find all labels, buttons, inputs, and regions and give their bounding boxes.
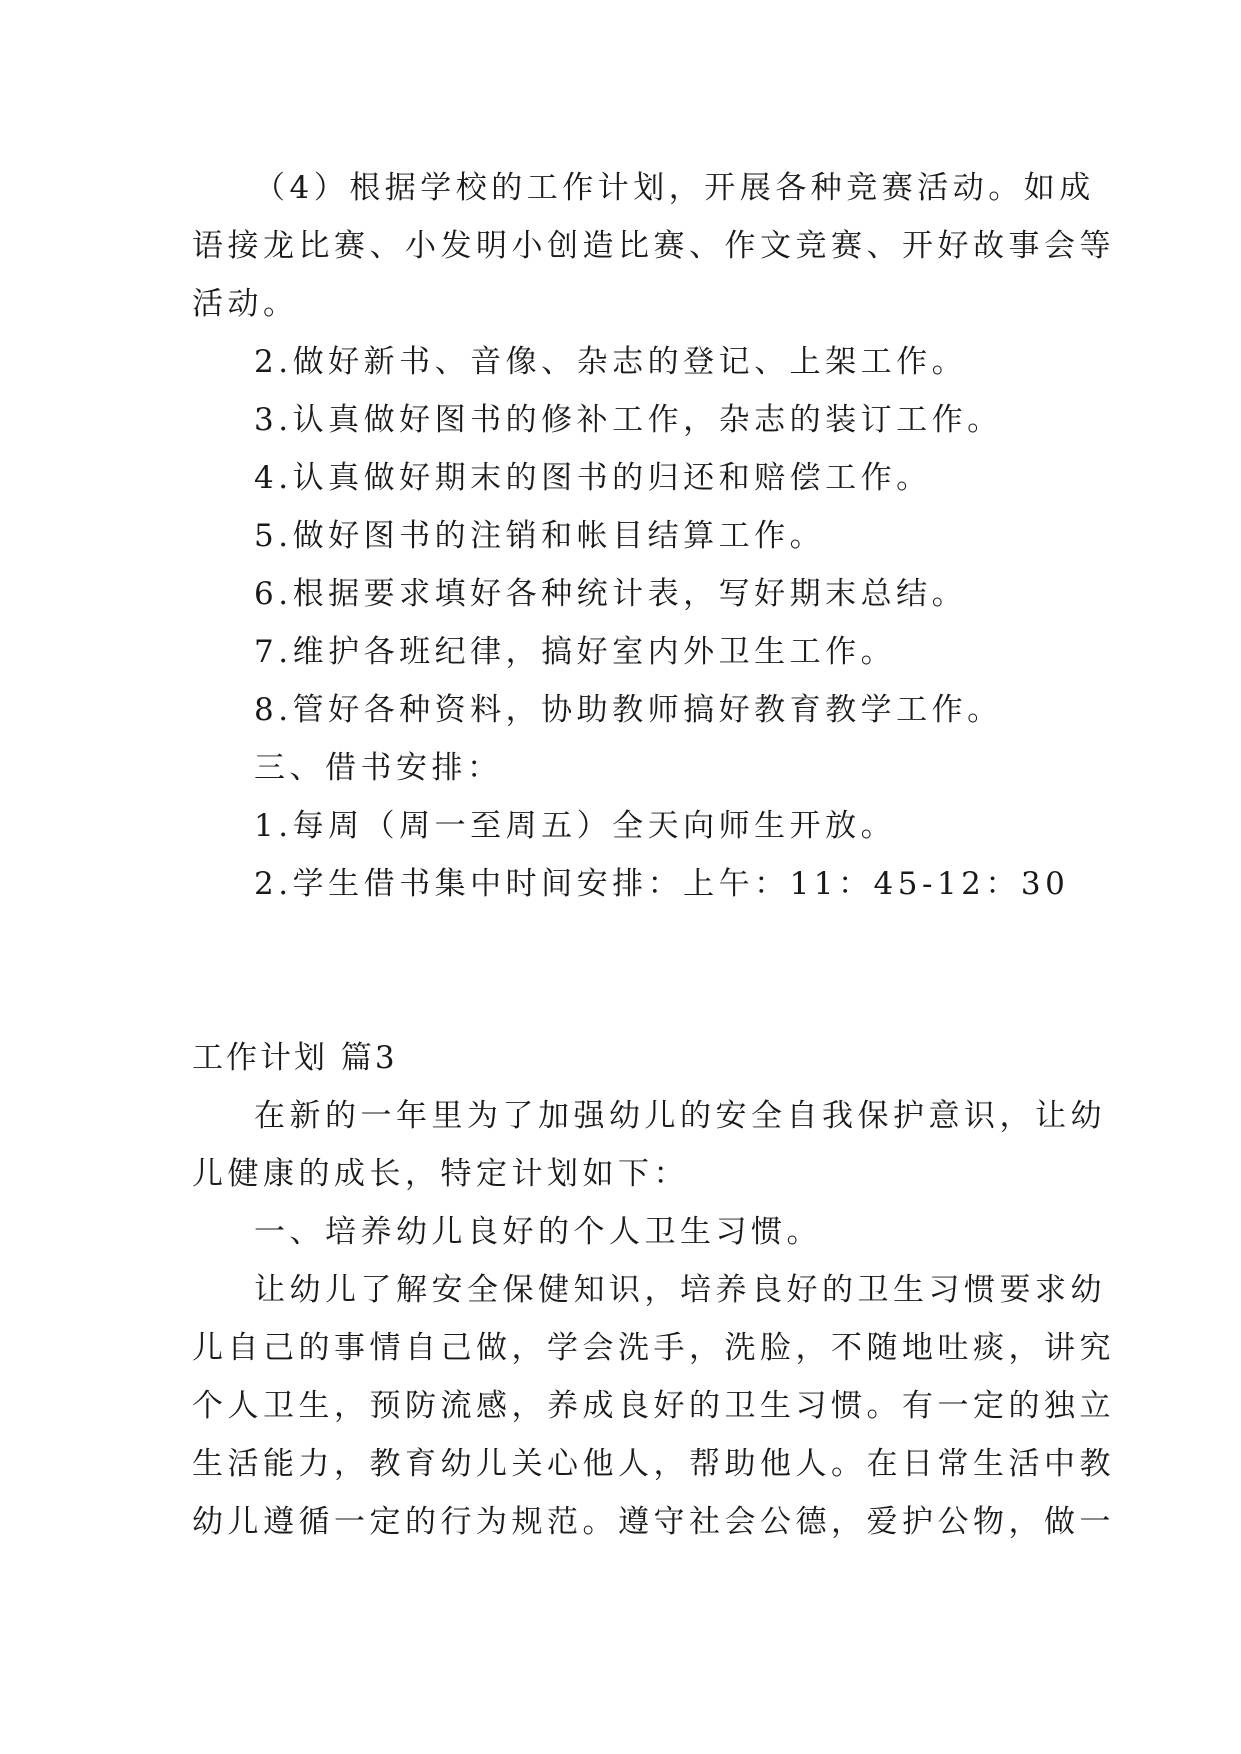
intro-line-2: 儿健康的成长，特定计划如下：	[192, 1156, 689, 1192]
point1-heading: 一、培养幼儿良好的个人卫生习惯。	[254, 1214, 822, 1250]
task-item-8: 8.管好各种资料，协助教师搞好教育教学工作。	[254, 692, 1003, 728]
task-item-7: 7.维护各班纪律，搞好室内外卫生工作。	[254, 634, 897, 670]
task-item-3: 3.认真做好图书的修补工作，杂志的装订工作。	[254, 402, 1003, 438]
borrow-item-2: 2.学生借书集中时间安排：上午：11：45-12：30	[254, 866, 1070, 902]
point1-line-3: 个人卫生，预防流感，养成良好的卫生习惯。有一定的独立	[192, 1388, 1115, 1424]
point1-line-5: 幼儿遵循一定的行为规范。遵守社会公德，爱护公物，做一	[192, 1504, 1115, 1540]
task-item-2: 2.做好新书、音像、杂志的登记、上架工作。	[254, 344, 968, 380]
task-item-5: 5.做好图书的注销和帐目结算工作。	[254, 518, 826, 554]
task-item-6: 6.根据要求填好各种统计表，写好期末总结。	[254, 576, 968, 612]
section-title: 工作计划 篇3	[192, 1040, 398, 1076]
borrow-heading: 三、借书安排：	[254, 750, 503, 786]
paragraph-item4-line3: 活动。	[192, 286, 299, 322]
borrow-item-1: 1.每周（周一至周五）全天向师生开放。	[254, 808, 897, 844]
point1-line-4: 生活能力，教育幼儿关心他人，帮助他人。在日常生活中教	[192, 1446, 1115, 1482]
point1-line-1: 让幼儿了解安全保健知识，培养良好的卫生习惯要求幼	[254, 1272, 1106, 1308]
task-item-4: 4.认真做好期末的图书的归还和赔偿工作。	[254, 460, 932, 496]
paragraph-item4-line1: （4）根据学校的工作计划，开展各种竞赛活动。如成	[254, 170, 1095, 206]
intro-line-1: 在新的一年里为了加强幼儿的安全自我保护意识，让幼	[254, 1098, 1106, 1134]
paragraph-item4-line2: 语接龙比赛、小发明小创造比赛、作文竞赛、开好故事会等	[192, 228, 1115, 264]
point1-line-2: 儿自己的事情自己做，学会洗手，洗脸，不随地吐痰，讲究	[192, 1330, 1115, 1366]
